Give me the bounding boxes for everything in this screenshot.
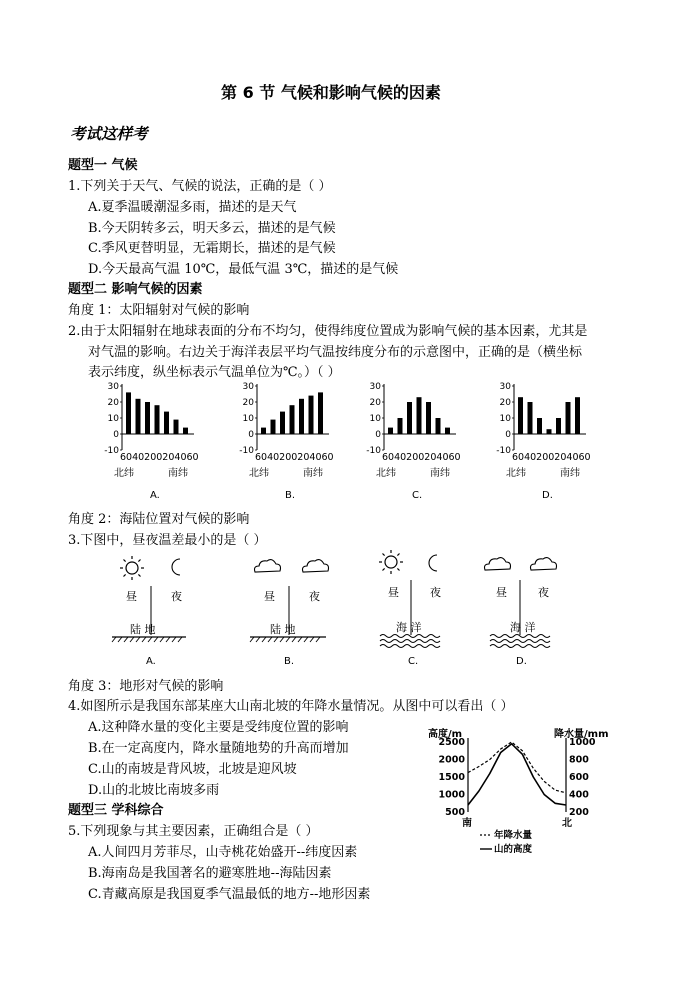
y-tick-label: 30: [242, 382, 254, 392]
day-label: 昼: [264, 590, 275, 603]
y-tick-label: 10: [107, 414, 119, 424]
right-tick: 200: [569, 807, 589, 818]
page-title: 第 6 节 气候和影响气候的因素: [221, 83, 441, 102]
q3-option-c: C.: [408, 656, 419, 667]
waves-icon: [490, 635, 550, 648]
y-tick-label: -10: [239, 446, 254, 456]
x-tick-labels: 6040200204060: [512, 452, 591, 463]
q5-stem: 5.下列现象与其主要因素，正确组合是（ ）: [68, 824, 319, 839]
bar: [183, 428, 188, 434]
section-heading: 考试这样考: [70, 124, 148, 143]
q3-diagram-d: [485, 558, 557, 667]
right-tick: 400: [569, 789, 589, 801]
land-label: 陆 地: [130, 623, 156, 636]
q2-line3: 表示纬度，纵坐标表示气温单位为℃。）（ ）: [88, 365, 341, 380]
x-label-south: 南纬: [168, 468, 188, 479]
bar: [407, 402, 412, 434]
bar: [518, 397, 523, 434]
bar: [155, 405, 160, 434]
y-tick-label: 0: [505, 430, 511, 440]
bar: [126, 392, 131, 434]
q4-option-a: A.这种降水量的变化主要是受纬度位置的影响: [88, 720, 349, 735]
q1-option-b: B.今天阴转多云，明天多云，描述的是气候: [88, 221, 336, 236]
q2-line1: 2.由于太阳辐射在地球表面的分布不均匀，使得纬度位置成为影响气候的基本因素，尤其是: [68, 324, 588, 339]
south-label: 南: [462, 818, 472, 829]
option-label: D.: [542, 490, 553, 501]
bar: [537, 418, 542, 434]
right-tick: 800: [569, 754, 589, 766]
q3-option-a: A.: [146, 656, 156, 667]
bar: [445, 428, 450, 434]
q2-bar-charts: [90, 378, 610, 503]
type3-heading: 题型三 学科综合: [68, 803, 164, 818]
night-label: 夜: [309, 590, 320, 603]
right-tick: 1000: [569, 737, 596, 748]
bar: [145, 402, 150, 434]
bar: [398, 418, 403, 434]
night-label: 夜: [430, 586, 441, 599]
cloud-icon: [255, 560, 281, 572]
y-tick-label: 10: [499, 414, 511, 424]
angle3-heading: 角度 3：地形对气候的影响: [68, 679, 224, 694]
bar: [575, 397, 580, 434]
moon-icon: [429, 555, 437, 571]
y-tick-label: 0: [375, 430, 381, 440]
q4-option-c: C.山的南坡是背风坡，北坡是迎风坡: [88, 762, 297, 777]
option-label: B.: [285, 490, 296, 501]
bar: [290, 405, 295, 434]
bar-chart-3: [496, 382, 590, 501]
bar: [417, 397, 422, 434]
bar: [136, 399, 141, 434]
night-label: 夜: [538, 586, 549, 599]
y-tick-label: 30: [499, 382, 511, 392]
bar: [318, 392, 323, 434]
day-label: 昼: [496, 586, 507, 599]
x-label-south: 南纬: [430, 468, 450, 479]
bar: [299, 399, 304, 434]
sea-label: 海 洋: [396, 621, 422, 634]
y-tick-label: 10: [369, 414, 381, 424]
x-tick-labels: 6040200204060: [255, 452, 334, 463]
q5-option-a: A.人间四月芳菲尽，山寺桃花始盛开--纬度因素: [88, 845, 358, 860]
bar-chart-0: [104, 382, 198, 501]
bar: [388, 428, 393, 434]
q4-stem: 4.如图所示是我国东部某座大山南北坡的年降水量情况。从图中可以看出（ ）: [68, 699, 514, 714]
cloud-icon: [531, 558, 557, 570]
night-label: 夜: [171, 590, 182, 603]
x-tick-labels: 6040200204060: [382, 452, 461, 463]
left-tick: 500: [445, 807, 465, 818]
x-label-north: 北纬: [506, 468, 526, 479]
type2-heading: 题型二 影响气候的因素: [68, 282, 203, 297]
q1-option-d: D.今天最高气温 10℃，最低气温 3℃，描述的是气候: [88, 262, 399, 277]
q3-option-b: B.: [284, 656, 295, 667]
option-label: A.: [150, 490, 160, 501]
y-tick-label: -10: [366, 446, 381, 456]
x-label-north: 北纬: [114, 468, 134, 479]
cloud-icon: [303, 560, 329, 572]
bar-chart-2: [366, 382, 460, 501]
left-tick: 1500: [438, 772, 465, 783]
type1-heading: 题型一 气候: [68, 158, 138, 173]
q5-option-c: C.青藏高原是我国夏季气温最低的地方--地形因素: [88, 887, 371, 902]
q3-diagram-a: [112, 556, 186, 667]
bar: [426, 402, 431, 434]
land-label: 陆 地: [270, 623, 296, 636]
day-label: 昼: [388, 586, 399, 599]
y-tick-label: 30: [369, 382, 381, 392]
sea-label: 海 洋: [510, 621, 536, 634]
bar: [436, 418, 441, 434]
y-tick-label: 0: [113, 430, 119, 440]
bar: [174, 420, 179, 434]
bar: [271, 420, 276, 434]
q5-option-b: B.海南岛是我国著名的避寒胜地--海陆因素: [88, 866, 332, 881]
north-label: 北: [562, 818, 572, 829]
waves-icon: [380, 635, 440, 648]
q4-mountain-chart: [428, 728, 613, 856]
option-label: C.: [412, 490, 423, 501]
right-tick: 600: [569, 772, 589, 783]
left-tick: 2500: [438, 737, 465, 748]
legend-precip: 年降水量: [494, 830, 533, 841]
q2-line2: 对气温的影响。右边关于海洋表层平均气温按纬度分布的示意图中，正确的是（横坐标: [88, 345, 583, 360]
left-tick: 1000: [438, 789, 465, 801]
x-label-north: 北纬: [376, 468, 396, 479]
y-tick-label: 0: [248, 430, 254, 440]
q3-option-d: D.: [516, 656, 527, 667]
q4-option-d: D.山的北坡比南坡多雨: [88, 783, 220, 798]
sun-icon: [120, 556, 144, 580]
q4-option-b: B.在一定高度内，降水量随地势的升高而增加: [88, 741, 349, 756]
cloud-icon: [485, 558, 511, 570]
sun-icon: [379, 550, 403, 574]
left-axis-title: 高度/m: [428, 729, 463, 740]
bar: [280, 412, 285, 434]
q3-diagram-c: [379, 550, 441, 667]
bar: [309, 396, 314, 434]
y-tick-label: 10: [242, 414, 254, 424]
bar: [566, 402, 571, 434]
right-axis-title: 降水量/mm: [554, 729, 609, 740]
x-label-north: 北纬: [249, 468, 269, 479]
q1-option-c: C.季风更替明显，无霜期长，描述的是气候: [88, 241, 336, 256]
y-tick-label: 30: [107, 382, 119, 392]
angle2-heading: 角度 2：海陆位置对气候的影响: [68, 512, 250, 527]
q3-diagram-b: [250, 560, 329, 667]
y-tick-label: -10: [104, 446, 119, 456]
y-tick-label: 20: [242, 398, 254, 408]
left-tick: 2000: [438, 754, 465, 766]
moon-icon: [172, 559, 180, 575]
y-tick-label: 20: [499, 398, 511, 408]
bar-chart-1: [239, 382, 333, 501]
y-tick-label: 20: [369, 398, 381, 408]
bar: [556, 418, 561, 434]
angle1-heading: 角度 1：太阳辐射对气候的影响: [68, 303, 250, 318]
q3-stem: 3.下图中，昼夜温差最小的是（ ）: [68, 533, 267, 548]
day-label: 昼: [126, 590, 137, 603]
bar: [164, 412, 169, 434]
x-label-south: 南纬: [303, 468, 323, 479]
bar: [528, 402, 533, 434]
bar: [261, 428, 266, 434]
q1-option-a: A.夏季温暖潮湿多雨，描述的是天气: [88, 200, 297, 215]
y-tick-label: 20: [107, 398, 119, 408]
bar: [547, 429, 552, 434]
x-tick-labels: 6040200204060: [120, 452, 199, 463]
x-label-south: 南纬: [560, 468, 580, 479]
q1-stem: 1.下列关于天气、气候的说法，正确的是（ ）: [68, 179, 332, 194]
legend-height: 山的高度: [494, 844, 533, 855]
y-tick-label: -10: [496, 446, 511, 456]
q3-diagrams: [100, 548, 580, 673]
height-line: [468, 744, 566, 805]
